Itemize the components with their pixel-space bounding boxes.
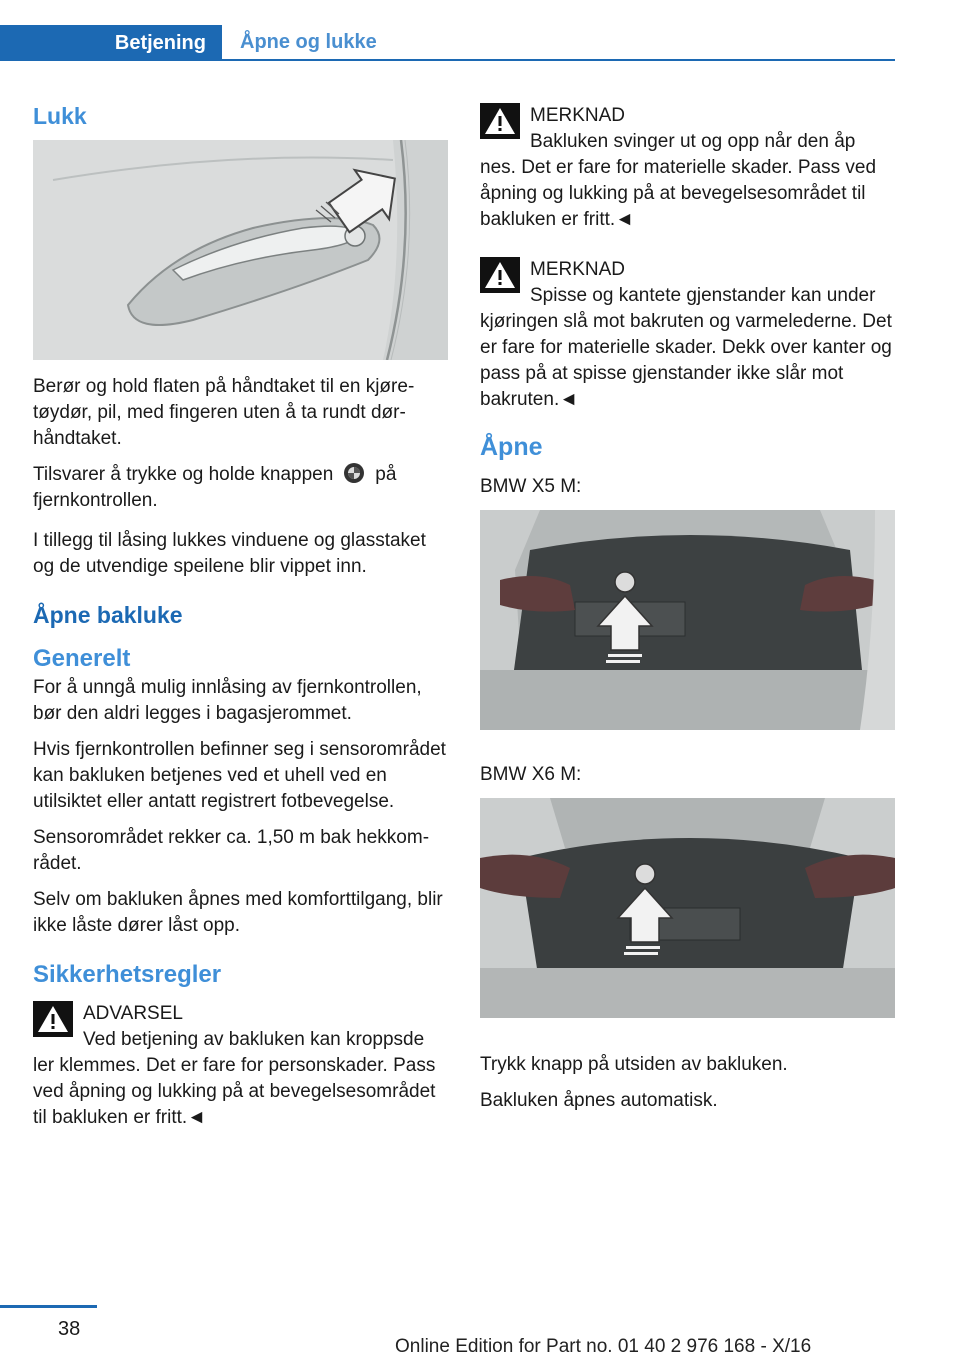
notice-1-body-line1: Bakluken svinger ut og opp når den åp [530, 131, 856, 152]
bmw-x6m-tailgate-illustration [480, 798, 895, 1018]
warning-title: ADVARSEL [83, 1003, 183, 1024]
para-sensoromradet: Sensorområdet rekker ca. 1,50 m bak hekkområdet. [33, 827, 430, 874]
para-bakluken-apnes: Bakluken åpnes automatisk. [480, 1090, 718, 1111]
footer-edition: Online Edition for Part no. 01 40 2 976 168 - X/16 [395, 1336, 812, 1357]
heading-apne: Åpne [480, 433, 543, 461]
right-column [480, 103, 895, 1124]
para-for-a-unnga: For å unngå mulig innlåsing av fjernkontrollen, bør den aldri legges i bagasjerommet. [33, 677, 422, 724]
warning-body [33, 1027, 448, 1131]
label-bmw-x5m: BMW X5 M: [480, 476, 582, 497]
para-hvis-fjernkontrollen: Hvis fjernkontrollen befinner seg i sensorområdet kan bakluken betjenes ved et uhell ved en utilsiktet eller antatt registrert fotbevegelse. [33, 739, 446, 812]
para-tilsvarer-text-b: på fjernkontrollen. [33, 464, 397, 511]
notice-2-title: MERKNAD [530, 259, 626, 280]
warning-body-rest: ler klemmes. Det er fare for personskader. Pass ved åpning og lukking på at bevegelsesområdet til bakluken er fritt.◄ [33, 1055, 436, 1128]
left-column [33, 95, 448, 1149]
para-selv-om: Selv om bakluken åpnes med komforttilgang, blir ikke låste dører låst opp. [33, 889, 443, 936]
header-rule [0, 59, 895, 61]
heading-generelt: Generelt [33, 645, 131, 672]
tab-betjening-label: Betjening [114, 31, 206, 54]
notice-2 [480, 257, 895, 413]
heading-apne-bakluke: Åpne bakluke [33, 602, 183, 628]
para-i-tillegg: I tillegg til låsing lukkes vinduene og glasstaket og de utvendige speilene blir vippet inn. [33, 530, 426, 577]
footer-rule [0, 1305, 97, 1308]
door-handle-illustration [33, 140, 448, 360]
notice-1-body-rest: nes. Det er fare for materielle skader. Pass ved åpning og lukking på at bevegelsesområdet til bakluken er fritt.◄ [480, 157, 877, 230]
notice-1-title: MERKNAD [530, 105, 626, 126]
tab-apne-og-lukke-label: Åpne og lukke [240, 30, 377, 53]
label-bmw-x6m: BMW X6 M: [480, 764, 582, 785]
tab-apne-og-lukke[interactable] [240, 25, 377, 59]
heading-sikkerhetsregler: Sikkerhetsregler [33, 961, 222, 988]
warning-body-line1: Ved betjening av bakluken kan kroppsde [83, 1029, 425, 1050]
bmw-x5m-tailgate-illustration [480, 510, 895, 730]
notice-2-body [480, 283, 895, 413]
remote-lock-button-icon [343, 462, 365, 484]
tab-betjening[interactable] [0, 25, 222, 61]
warning-advarsel [33, 1001, 448, 1131]
para-tilsvarer [33, 462, 448, 514]
para-beror: Berør og hold flaten på håndtaket til en kjøretøydør, pil, med fingeren uten å ta rundt dørhåndtaket. [33, 376, 415, 449]
notice-triangle-icon [480, 257, 520, 293]
heading-lukk: Lukk [33, 103, 87, 129]
warning-triangle-icon [33, 1001, 73, 1037]
notice-triangle-icon [480, 103, 520, 139]
page-number: 38 [58, 1318, 81, 1340]
header-tabbar [0, 25, 895, 61]
para-trykk-knapp: Trykk knapp på utsiden av bakluken. [480, 1054, 788, 1075]
para-tilsvarer-text-a: Tilsvarer å trykke og holde knappen [33, 464, 334, 485]
notice-1 [480, 103, 895, 233]
notice-2-body-line1: Spisse og kantete gjenstander kan under [530, 285, 876, 306]
notice-2-body-rest: kjøringen slå mot bakruten og varmelederne. Det er fare for materielle skader. Dekk over kanter og pass på at spisse gjenstander ikke slår mot bakruten.◄ [480, 311, 892, 410]
notice-1-body [480, 129, 895, 233]
